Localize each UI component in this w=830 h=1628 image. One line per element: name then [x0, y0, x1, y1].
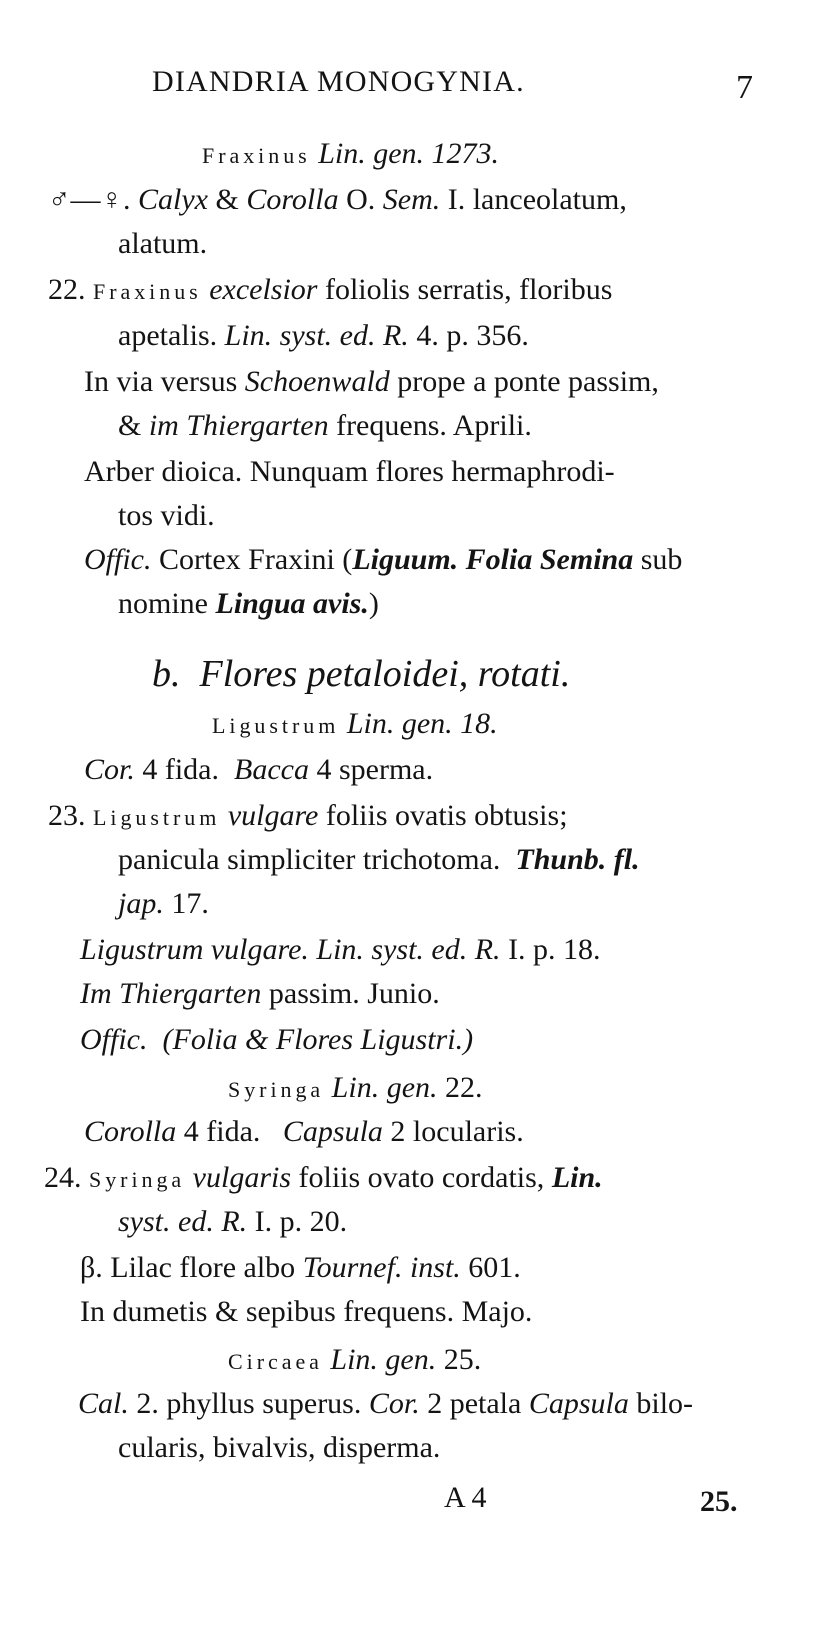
running-head: DIANDRIA MONOGYNIA.	[152, 65, 525, 98]
char-text: 4 sperma.	[316, 753, 434, 786]
species-description: foliolis serratis, floribus	[324, 273, 613, 306]
species-description: foliis ovatis obtusis;	[325, 799, 568, 832]
genus-character-cont: alatum.	[118, 227, 208, 260]
species-entry-22	[48, 272, 612, 310]
variety-label: β.	[80, 1251, 103, 1284]
char-text: bilo-	[636, 1387, 694, 1420]
genus-name: Ligustrum	[212, 713, 340, 738]
char-term: Calyx	[138, 183, 208, 216]
genus-reference: Lin. gen.	[331, 1071, 438, 1104]
char-term: Capsula	[528, 1387, 629, 1420]
citation-page: I. p. 20.	[254, 1205, 348, 1238]
genus-character-cont: cularis, bivalvis, disperma.	[118, 1431, 441, 1464]
officinal-use	[84, 542, 682, 578]
citation: jap.	[118, 887, 164, 920]
genus-character	[48, 182, 627, 218]
genus-reference: Lin. gen. 18.	[346, 707, 498, 740]
char-text: O.	[346, 183, 376, 216]
genus-character	[78, 1386, 693, 1422]
genus-heading-ligustrum	[212, 706, 498, 744]
offic-label: Offic.	[84, 543, 152, 576]
char-term: Corolla	[246, 183, 339, 216]
loc-text: &	[118, 409, 142, 442]
citation: Lin. syst. ed. R.	[224, 319, 409, 352]
citation-page: 601.	[468, 1251, 521, 1284]
species-description-cont	[118, 886, 209, 922]
genus-name: Syringa	[89, 1167, 186, 1192]
species-name: excelsior	[209, 273, 318, 306]
entry-number: 23.	[48, 799, 86, 832]
genus-name: Syringa	[228, 1077, 325, 1102]
offic-text: sub	[640, 543, 683, 576]
genus-heading-fraxinus	[202, 136, 499, 174]
place-name: Im Thiergarten	[80, 977, 262, 1010]
genus-reference-number: 25.	[443, 1343, 482, 1376]
loc-text: In via versus	[84, 365, 238, 398]
genus-name: Circaea	[228, 1349, 323, 1374]
char-term: Cal.	[78, 1387, 129, 1420]
genus-name: Fraxinus	[202, 143, 311, 168]
char-text: 4 fida.	[142, 753, 219, 786]
genus-character	[84, 1114, 524, 1150]
officinal-use	[80, 1022, 473, 1058]
species-entry-23	[48, 798, 568, 836]
char-term: Bacca	[234, 753, 309, 786]
citation: Tournef. inst.	[302, 1251, 461, 1284]
char-text: 2 locularis.	[390, 1115, 524, 1148]
entry-number: 22.	[48, 273, 86, 306]
place-name: im Thiergarten	[148, 409, 329, 442]
char-term: Cor.	[368, 1387, 420, 1420]
char-text: I. lanceolatum,	[447, 183, 627, 216]
offic-term: (Folia & Flores Ligustri.)	[162, 1023, 474, 1056]
species-description-cont	[118, 1204, 347, 1240]
synonym	[80, 932, 601, 968]
locality: In dumetis & sepibus frequens. Majo.	[80, 1295, 533, 1328]
char-text: &	[215, 183, 239, 216]
genus-reference-number: 22.	[445, 1071, 483, 1104]
citation: Lin.	[551, 1161, 603, 1194]
char-term: Cor.	[84, 753, 135, 786]
genus-heading-syringa	[228, 1070, 483, 1108]
char-term: Sem.	[382, 183, 441, 216]
species-name: vulgare	[227, 799, 319, 832]
citation: Thunb. fl.	[515, 843, 640, 876]
locality	[80, 976, 440, 1012]
loc-text: frequens. Aprili.	[336, 409, 532, 442]
citation-page: 17.	[171, 887, 209, 920]
place-name: Schoenwald	[244, 365, 390, 398]
variety	[80, 1250, 521, 1286]
char-text: 4 fida.	[183, 1115, 261, 1148]
species-description-cont	[118, 842, 640, 878]
species-description-cont	[118, 318, 529, 354]
citation-page: I. p. 18.	[508, 933, 601, 966]
loc-text: prope a ponte passim,	[397, 365, 659, 398]
variety-text: Lilac flore albo	[110, 1251, 296, 1284]
genus-name: Ligustrum	[93, 805, 221, 830]
catchword: 25.	[700, 1485, 738, 1518]
section-title: Flores petaloidei, rotati.	[199, 653, 571, 695]
char-term: Corolla	[84, 1115, 177, 1148]
genus-heading-circaea	[228, 1342, 481, 1380]
offic-text: Cortex Fraxini (	[159, 543, 353, 576]
loc-text: passim. Junio.	[268, 977, 440, 1010]
locality-cont	[118, 408, 532, 444]
species-entry-24	[44, 1160, 603, 1198]
citation-page: 4. p. 356.	[416, 319, 529, 352]
note: Arber dioica. Nunquam flores hermaphrodi-	[84, 455, 615, 488]
citation: syst. ed. R.	[118, 1205, 248, 1238]
offic-text: )	[368, 587, 379, 620]
species-name: vulgaris	[192, 1161, 292, 1194]
offic-label: Offic.	[80, 1023, 148, 1056]
sex-sign: ♂—♀.	[48, 183, 131, 216]
offic-term: Lingua avis.	[215, 587, 369, 620]
genus-reference: Lin. gen.	[330, 1343, 437, 1376]
entry-number: 24.	[44, 1161, 82, 1194]
locality	[84, 364, 659, 400]
char-text: 2. phyllus superus.	[136, 1387, 362, 1420]
officinal-use-cont	[118, 586, 379, 622]
char-term: Capsula	[282, 1115, 383, 1148]
genus-reference: Lin. gen. 1273.	[318, 137, 500, 170]
synonym-text: Ligustrum vulgare. Lin. syst. ed. R.	[80, 933, 501, 966]
offic-text: nomine	[118, 587, 208, 620]
desc-text: panicula simpliciter trichotoma.	[118, 843, 501, 876]
genus-character	[84, 752, 433, 788]
char-text: 2 petala	[427, 1387, 522, 1420]
page-number: 7	[736, 69, 753, 106]
offic-term: Liguum. Folia Semina	[352, 543, 634, 576]
section-heading	[152, 652, 570, 696]
section-label: b.	[152, 653, 181, 695]
note-cont: tos vidi.	[118, 499, 215, 532]
signature-mark: A 4	[444, 1481, 487, 1514]
species-description: foliis ovato cordatis,	[298, 1161, 545, 1194]
genus-name: Fraxinus	[93, 279, 202, 304]
desc-text: apetalis.	[118, 319, 218, 352]
